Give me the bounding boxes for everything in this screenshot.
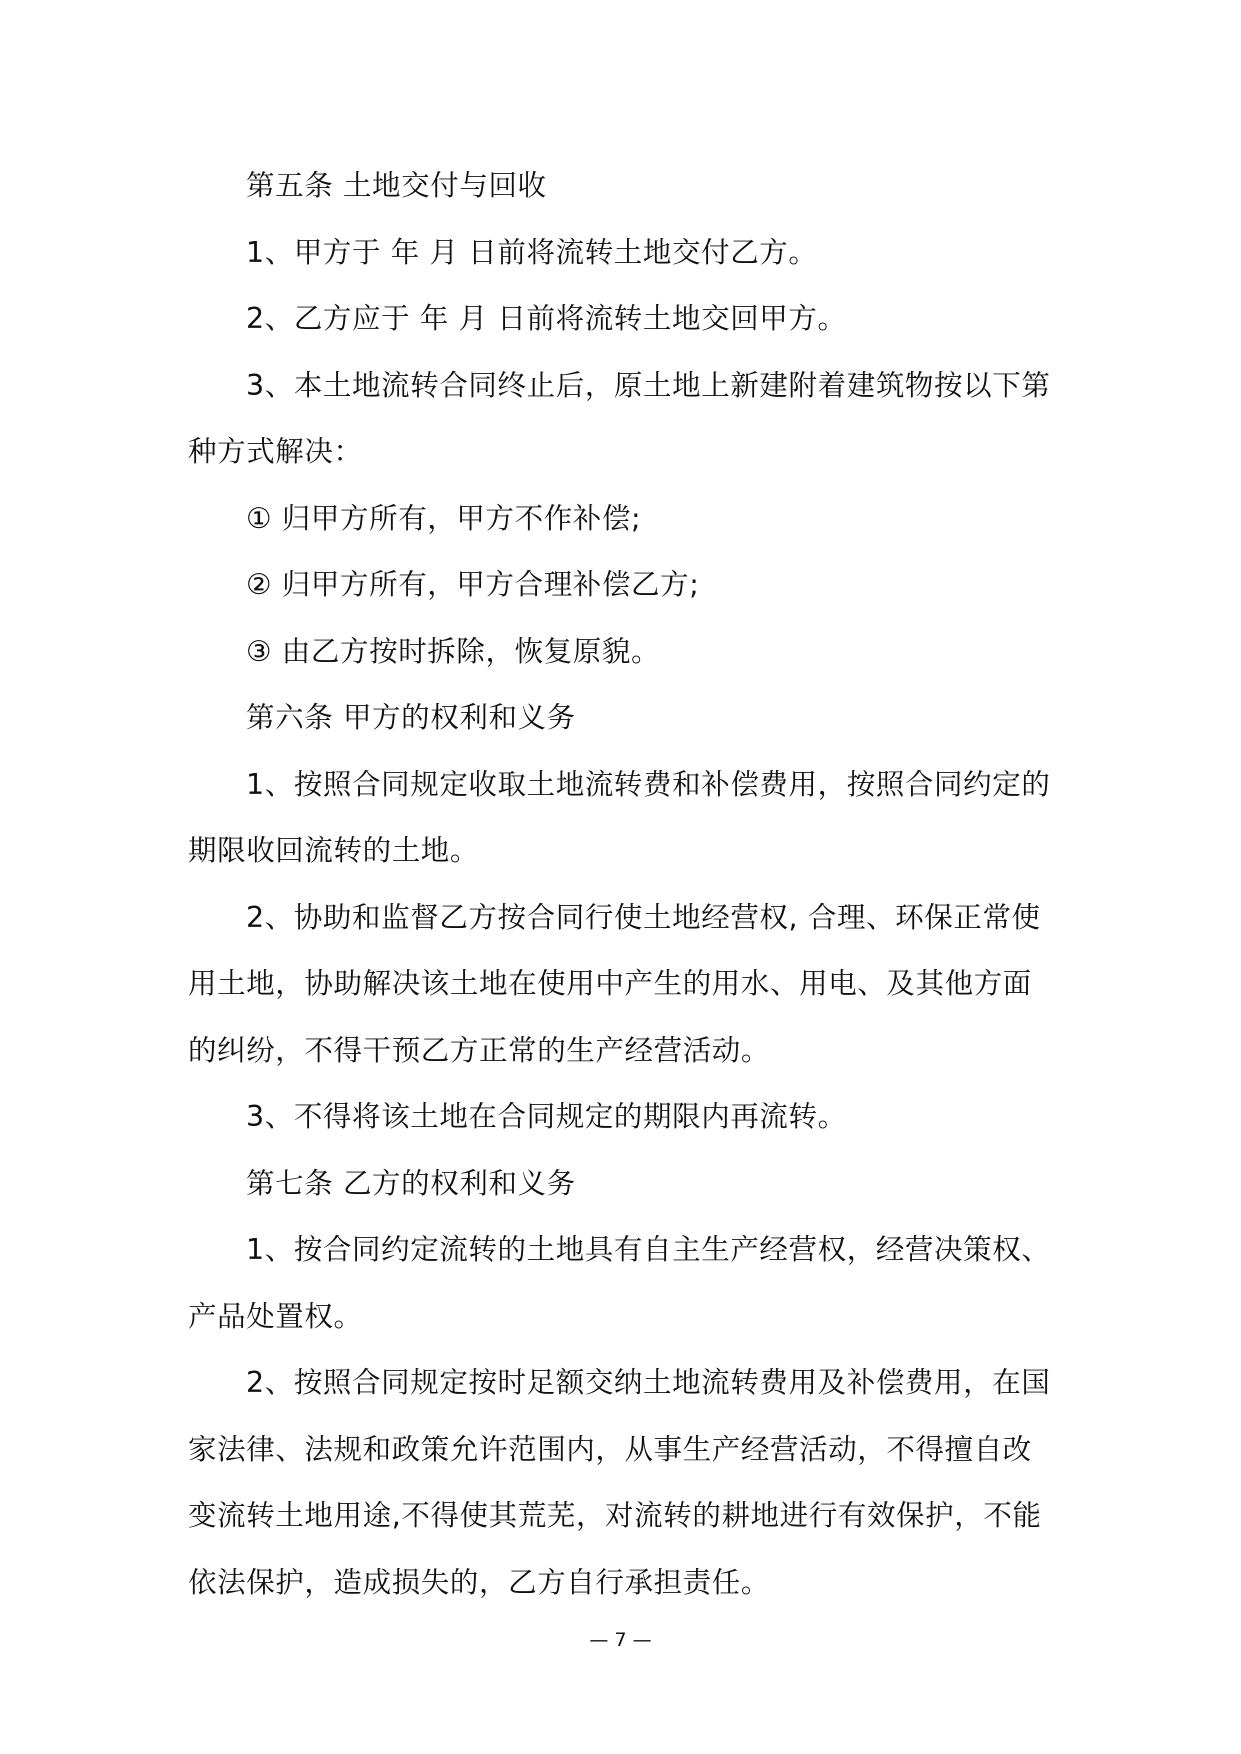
article-7-clause-2: 2、按照合同规定按时足额交纳土地流转费用及补偿费用，在国家法律、法规和政策允许范围内，从事生产经营活动，不得擅自改变流转土地用途,不得使其荒芜，对流转的耕地进行有效保护，不能依法保护，造成损失的，乙方自行承担责任。 xyxy=(188,1366,1051,1599)
article-5-clause-1: 1、甲方于 年 月 日前将流转土地交付乙方。 xyxy=(246,235,818,269)
option-3: ③ 由乙方按时拆除，恢复原貌。 xyxy=(246,634,661,668)
article-5-clause-2: 2、乙方应于 年 月 日前将流转土地交回甲方。 xyxy=(246,302,847,335)
article-6-clause-1: 1、按照合同规定收取土地流转费和补偿费用，按照合同约定的期限收回流转的土地。 xyxy=(188,767,1051,867)
document-body xyxy=(188,153,1056,1616)
option-2: ② 归甲方所有，甲方合理补偿乙方; xyxy=(246,568,700,601)
page-number: — 7 — xyxy=(589,1629,652,1651)
article-6-clause-3: 3、不得将该土地在合同规定的期限内再流转。 xyxy=(246,1100,847,1133)
article-7-heading: 第七条 乙方的权利和义务 xyxy=(246,1166,576,1200)
article-6-heading: 第六条 甲方的权利和义务 xyxy=(246,701,576,734)
article-7-clause-1: 1、按合同约定流转的土地具有自主生产经营权，经营决策权、产品处置权。 xyxy=(188,1233,1051,1333)
article-5-clause-3: 3、本土地流转合同终止后，原土地上新建附着建筑物按以下第种方式解决： xyxy=(188,368,1051,468)
option-1: ① 归甲方所有，甲方不作补偿; xyxy=(246,501,642,535)
article-5-heading: 第五条 土地交付与回收 xyxy=(246,169,547,202)
article-6-clause-2: 2、协助和监督乙方按合同行使土地经营权, 合理、环保正常使用土地，协助解决该土地在使用中产生的用水、用电、及其他方面的纠纷，不得干预乙方正常的生产经营活动。 xyxy=(188,900,1041,1067)
